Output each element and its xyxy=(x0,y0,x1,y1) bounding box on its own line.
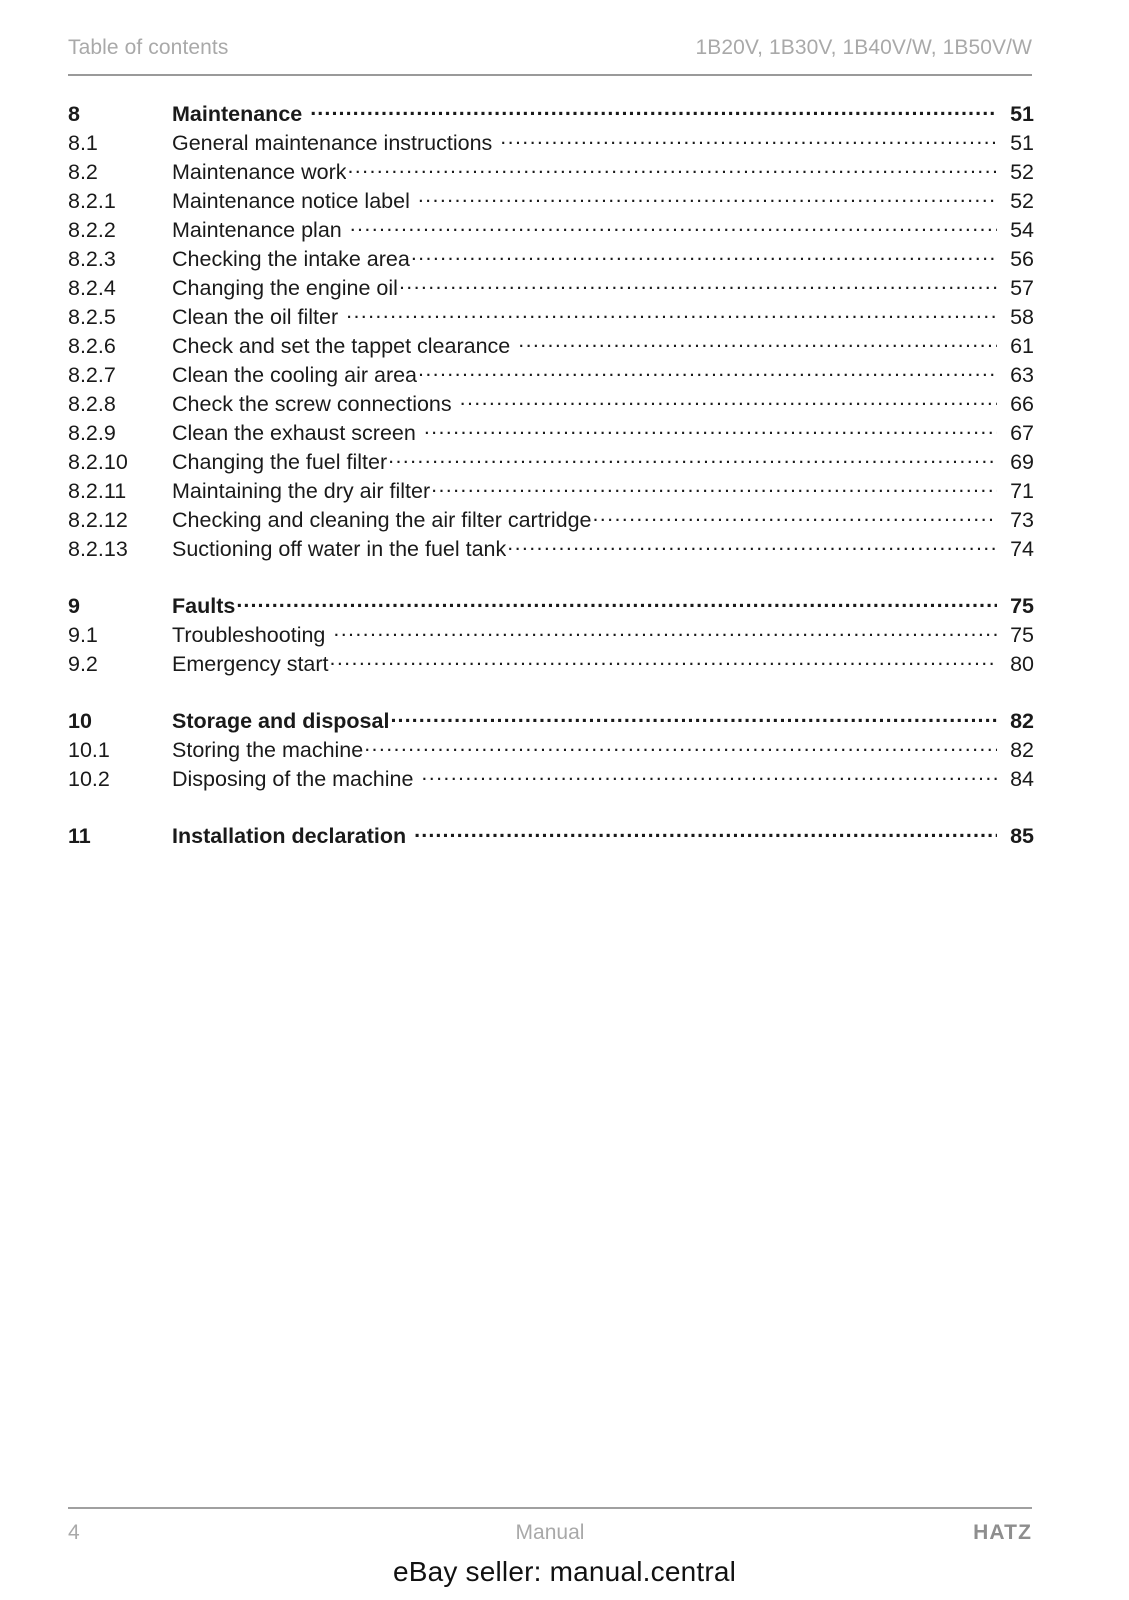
toc-entry-number: 10 xyxy=(68,708,92,733)
toc-entry-page-number: 71 xyxy=(1010,478,1034,503)
toc-entry-page-number: 73 xyxy=(1010,507,1034,532)
toc-leader-dots xyxy=(310,99,997,121)
toc-entry-row[interactable] xyxy=(68,418,1034,447)
toc-section-row[interactable] xyxy=(68,706,1034,735)
toc-section-row[interactable] xyxy=(68,591,1034,620)
toc-entry-row[interactable] xyxy=(68,476,1034,505)
toc-entry-number: 8.2.11 xyxy=(68,478,127,503)
toc-entry-row[interactable] xyxy=(68,331,1034,360)
toc-leader-dots xyxy=(364,735,997,757)
toc-entry-number: 9.1 xyxy=(68,622,98,647)
toc-entry-number: 8.2.3 xyxy=(68,246,116,271)
toc-entry-title: Clean the cooling air area xyxy=(172,362,418,387)
toc-entry-row[interactable] xyxy=(68,505,1034,534)
toc-entry-row[interactable] xyxy=(68,389,1034,418)
toc-entry-number: 8.2.9 xyxy=(68,420,116,445)
toc-leader-dots xyxy=(346,302,997,324)
toc-entry-page-number: 74 xyxy=(1010,536,1034,561)
toc-entry-title: Installation declaration xyxy=(172,823,407,848)
toc-leader-dots xyxy=(411,244,997,266)
toc-entry-page-number: 67 xyxy=(1010,420,1034,445)
toc-entry-number: 8.2.13 xyxy=(68,536,128,561)
footer-document-kind: Manual xyxy=(515,1521,585,1544)
toc-entry-title: Changing the engine oil xyxy=(172,275,398,300)
toc-leader-dots xyxy=(424,418,997,440)
toc-entry-number: 10.2 xyxy=(68,766,110,791)
toc-entry-row[interactable] xyxy=(68,157,1034,186)
toc-entry-title: Clean the exhaust screen xyxy=(172,420,416,445)
toc-group xyxy=(68,99,1034,563)
toc-entry-title: Faults xyxy=(172,593,236,618)
toc-leader-dots xyxy=(500,128,997,150)
toc-leader-dots xyxy=(507,534,997,556)
toc-entry-page-number: 58 xyxy=(1010,304,1034,329)
toc-entry-page-number: 63 xyxy=(1010,362,1034,387)
running-header-section-label: Table of contents xyxy=(68,36,229,59)
toc-leader-dots xyxy=(236,591,997,613)
toc-entry-title: Suctioning off water in the fuel tank xyxy=(172,536,507,561)
toc-leader-dots xyxy=(390,706,997,728)
toc-entry-page-number: 56 xyxy=(1010,246,1034,271)
toc-entry-number: 8.2.4 xyxy=(68,275,116,300)
toc-leader-dots xyxy=(460,389,997,411)
toc-entry-title: Storage and disposal xyxy=(172,708,390,733)
toc-entry-row[interactable] xyxy=(68,447,1034,476)
toc-entry-number: 8.1 xyxy=(68,130,98,155)
toc-entry-number: 10.1 xyxy=(68,737,110,762)
toc-entry-row[interactable] xyxy=(68,128,1034,157)
toc-entry-title: Storing the machine xyxy=(172,737,364,762)
toc-group xyxy=(68,706,1034,793)
hatz-logo: HATZ xyxy=(973,1521,1032,1544)
toc-entry-number: 8 xyxy=(68,101,80,126)
toc-entry-title: General maintenance instructions xyxy=(172,130,493,155)
running-header-models: 1B20V, 1B30V, 1B40V/W, 1B50V/W xyxy=(695,36,1032,59)
toc-leader-dots xyxy=(592,505,997,527)
toc-entry-page-number: 51 xyxy=(1010,101,1034,126)
toc-entry-row[interactable] xyxy=(68,244,1034,273)
toc-entry-row[interactable] xyxy=(68,273,1034,302)
toc-entry-number: 11 xyxy=(68,823,91,848)
toc-group xyxy=(68,591,1034,678)
footer-divider xyxy=(68,1507,1032,1509)
toc-entry-title: Troubleshooting xyxy=(172,622,326,647)
toc-entry-page-number: 85 xyxy=(1010,823,1034,848)
toc-entry-page-number: 52 xyxy=(1010,188,1034,213)
toc-entry-title: Maintenance work xyxy=(172,159,347,184)
page-footer xyxy=(68,1521,1032,1555)
toc-leader-dots xyxy=(350,215,997,237)
toc-entry-page-number: 82 xyxy=(1010,737,1034,762)
toc-entry-page-number: 69 xyxy=(1010,449,1034,474)
toc-entry-title: Checking the intake area xyxy=(172,246,410,271)
toc-entry-page-number: 75 xyxy=(1010,593,1034,618)
toc-entry-page-number: 52 xyxy=(1010,159,1034,184)
toc-entry-row[interactable] xyxy=(68,649,1034,678)
toc-entry-row[interactable] xyxy=(68,215,1034,244)
toc-leader-dots xyxy=(399,273,997,295)
toc-entry-page-number: 82 xyxy=(1010,708,1034,733)
toc-entry-number: 9.2 xyxy=(68,651,98,676)
toc-entry-row[interactable] xyxy=(68,764,1034,793)
footer-page-number: 4 xyxy=(68,1521,80,1544)
toc-entry-page-number: 57 xyxy=(1010,275,1034,300)
toc-leader-dots xyxy=(330,649,997,671)
toc-entry-title: Maintenance xyxy=(172,101,303,126)
toc-section-row[interactable] xyxy=(68,99,1034,128)
toc-entry-row[interactable] xyxy=(68,620,1034,649)
toc-entry-page-number: 51 xyxy=(1010,130,1034,155)
toc-entry-row[interactable] xyxy=(68,302,1034,331)
toc-entry-title: Checking and cleaning the air filter cartridge xyxy=(172,507,592,532)
seller-watermark: eBay seller: manual.central xyxy=(392,1556,737,1587)
toc-entry-title: Emergency start xyxy=(172,651,329,676)
toc-entry-row[interactable] xyxy=(68,534,1034,563)
toc-leader-dots xyxy=(421,764,997,786)
toc-entry-page-number: 54 xyxy=(1010,217,1034,242)
toc-entry-number: 8.2.12 xyxy=(68,507,128,532)
toc-entry-page-number: 84 xyxy=(1010,766,1034,791)
toc-leader-dots xyxy=(333,620,997,642)
toc-entry-title: Check and set the tappet clearance xyxy=(172,333,511,358)
toc-leader-dots xyxy=(418,360,997,382)
toc-leader-dots xyxy=(418,186,997,208)
toc-entry-number: 8.2.8 xyxy=(68,391,116,416)
table-of-contents xyxy=(68,99,1034,850)
toc-entry-title: Disposing of the machine xyxy=(172,766,414,791)
toc-entry-number: 8.2.5 xyxy=(68,304,116,329)
toc-entry-number: 8.2.1 xyxy=(68,188,116,213)
toc-leader-dots xyxy=(414,821,997,843)
toc-entry-title: Maintaining the dry air filter xyxy=(172,478,431,503)
running-header xyxy=(68,36,1032,60)
toc-entry-row[interactable] xyxy=(68,186,1034,215)
toc-entry-title: Changing the fuel filter xyxy=(172,449,388,474)
toc-entry-title: Maintenance notice label xyxy=(172,188,410,213)
toc-entry-number: 8.2.7 xyxy=(68,362,116,387)
toc-leader-dots xyxy=(431,476,997,498)
header-divider xyxy=(68,74,1032,76)
toc-entry-page-number: 61 xyxy=(1010,333,1034,358)
toc-section-row[interactable] xyxy=(68,821,1034,850)
toc-entry-page-number: 66 xyxy=(1010,391,1034,416)
toc-group xyxy=(68,821,1034,850)
toc-entry-row[interactable] xyxy=(68,735,1034,764)
toc-entry-title: Clean the oil filter xyxy=(172,304,339,329)
toc-leader-dots xyxy=(518,331,997,353)
toc-entry-number: 9 xyxy=(68,593,80,618)
toc-entry-page-number: 80 xyxy=(1010,651,1034,676)
toc-entry-title: Maintenance plan xyxy=(172,217,342,242)
toc-entry-number: 8.2.10 xyxy=(68,449,128,474)
toc-entry-row[interactable] xyxy=(68,360,1034,389)
toc-leader-dots xyxy=(388,447,997,469)
toc-entry-number: 8.2 xyxy=(68,159,98,184)
toc-entry-number: 8.2.2 xyxy=(68,217,116,242)
toc-entry-number: 8.2.6 xyxy=(68,333,116,358)
toc-entry-page-number: 75 xyxy=(1010,622,1034,647)
toc-leader-dots xyxy=(347,157,997,179)
toc-entry-title: Check the screw connections xyxy=(172,391,452,416)
